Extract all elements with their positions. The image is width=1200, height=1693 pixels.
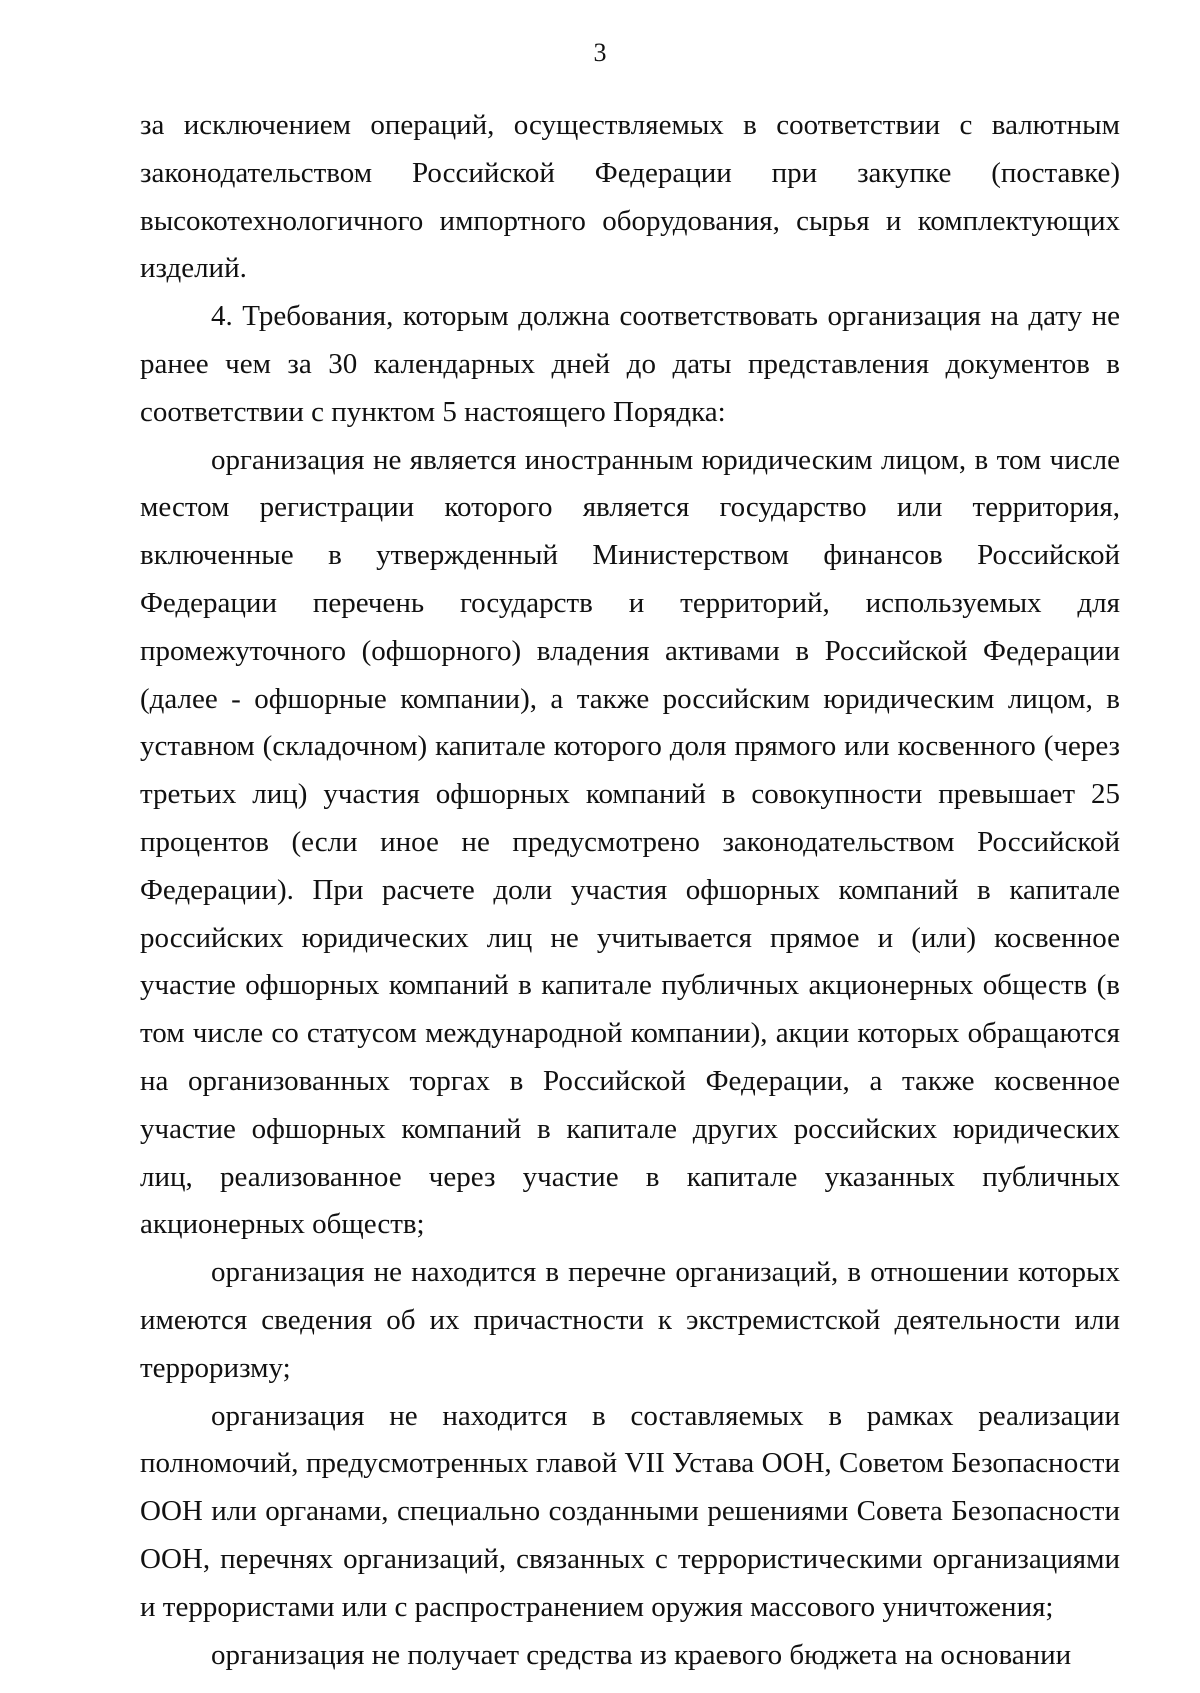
- paragraph-un-sanctions-requirement: организация не находится в составляемых в рамках реализации полномочий, предусмотренных главой VII Устава ООН, Советом Безопасности ООН или органами, специально созданными решениями Совета Безопасности ООН, перечнях организаций, связанных с террористическими организациями и террористами или с распространением оружия массового уничтожения;: [140, 1399, 1120, 1623]
- paragraph-requirements-item-4: 4. Требования, которым должна соответствовать организация на дату не ранее чем за 30 календарных дней до даты представления документов в соответствии с пунктом 5 настоящего Порядка:: [140, 300, 1120, 428]
- paragraph-offshore-requirement: организация не является иностранным юридическим лицом, в том числе местом регистрации которого является государство или территория, включенные в утвержденный Министерством финансов Российской Федерации перечень государств и территорий, используемых для промежуточного (офшорного) владения активами в Российской Федерации (далее - офшорные компании), а также российским юридическим лицом, в уставном (складочном) капитале которого доля прямого или косвенного (через третьих лиц) участия офшорных компаний в совокупности превышает 25 процентов (если иное не предусмотрено законодательством Российской Федерации). При расчете доли участия офшорных компаний в капитале российских юридических лиц не учитывается прямое и (или) косвенное участие офшорных компаний в капитале публичных акционерных обществ (в том числе со статусом международной компании), акции которых обращаются на организованных торгах в Российской Федерации, а также косвенное участие офшорных компаний в капитале других российских юридических лиц, реализованное через участие в капитале указанных публичных акционерных обществ;: [140, 443, 1120, 1241]
- paragraph-budget-funds-requirement: организация не получает средства из краевого бюджета на основании: [211, 1638, 1072, 1671]
- paragraph-extremism-requirement: организация не находится в перечне организаций, в отношении которых имеются сведения об их причастности к экстремистской деятельности или терроризму;: [140, 1256, 1120, 1384]
- page-number: 3: [593, 38, 607, 67]
- paragraph-currency-exception: за исключением операций, осуществляемых в соответствии с валютным законодательством Российской Федерации при закупке (поставке) высокотехнологичного импортного оборудования, сырья и комплектующих изделий.: [140, 109, 1120, 285]
- document-body: [140, 102, 1120, 1679]
